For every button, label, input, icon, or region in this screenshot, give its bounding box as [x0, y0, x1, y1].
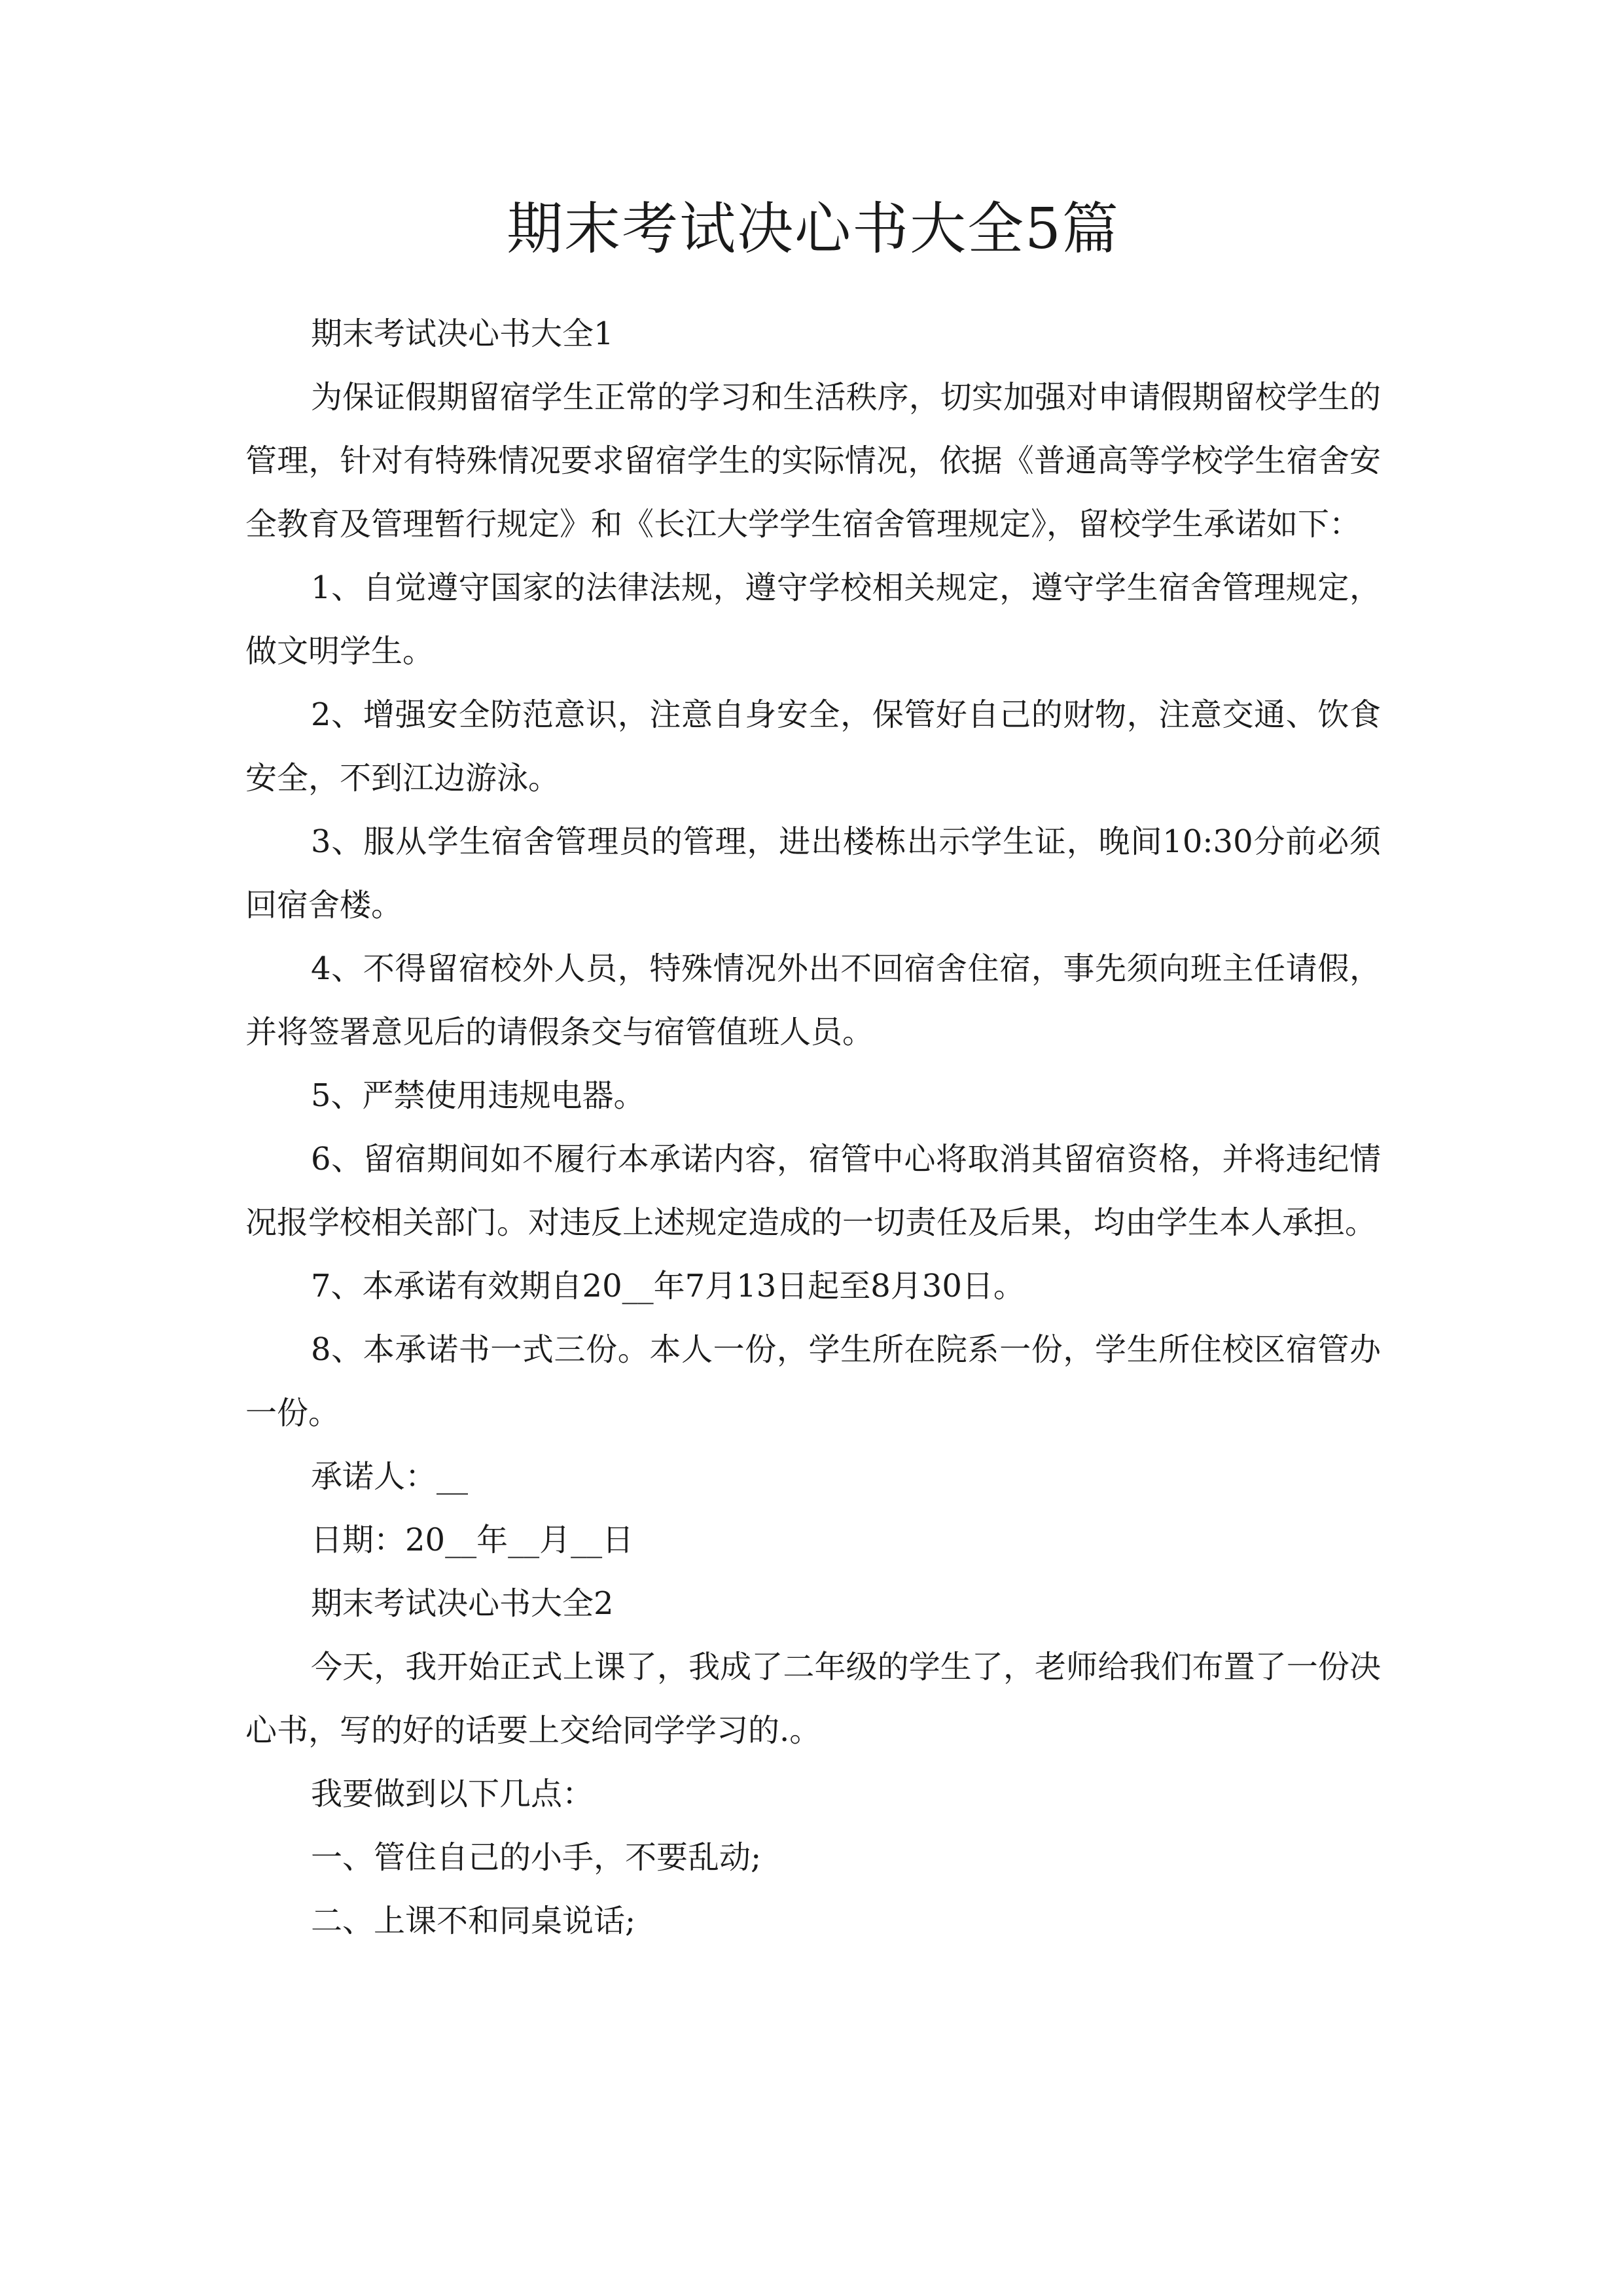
- paragraph: 今天，我开始正式上课了，我成了二年级的学生了，老师给我们布置了一份决心书，写的好的话要上交给同学学习的.。: [245, 1649, 1381, 1749]
- paragraph: 1、自觉遵守国家的法律法规，遵守学校相关规定，遵守学生宿舍管理规定，做文明学生。: [245, 569, 1381, 670]
- paragraph: 8、本承诺书一式三份。本人一份，学生所在院系一份，学生所住校区宿管办一份。: [245, 1331, 1381, 1431]
- section-heading-1: 期末考试决心书大全1: [311, 315, 614, 352]
- paragraph: 4、不得留宿校外人员，特殊情况外出不回宿舍住宿，事先须向班主任请假，并将签署意见后的请假条交与宿管值班人员。: [245, 950, 1381, 1050]
- paragraph: 我要做到以下几点：: [311, 1776, 594, 1812]
- paragraph: 5、严禁使用违规电器。: [311, 1077, 645, 1114]
- document-body: [245, 302, 1381, 1953]
- paragraph: 2、增强安全防范意识，注意自身安全，保管好自己的财物，注意交通、饮食安全，不到江边游泳。: [245, 696, 1381, 797]
- paragraph: 7、本承诺有效期自20__年7月13日起至8月30日。: [311, 1268, 1025, 1304]
- paragraph: 二、上课不和同桌说话;: [311, 1903, 636, 1939]
- paragraph: 为保证假期留宿学生正常的学习和生活秩序，切实加强对申请假期留校学生的管理，针对有特殊情况要求留宿学生的实际情况，依据《普通高等学校学生宿舍安全教育及管理暂行规定》和《长江大学学生宿舍管理规定》，留校学生承诺如下：: [245, 379, 1381, 543]
- paragraph: 一、管住自己的小手，不要乱动;: [311, 1839, 762, 1876]
- document-title: 期末考试决心书大全5篇: [507, 196, 1120, 262]
- paragraph: 3、服从学生宿舍管理员的管理，进出楼栋出示学生证，晚间10:30分前必须回宿舍楼。: [245, 823, 1381, 924]
- paragraph: 6、留宿期间如不履行本承诺内容，宿管中心将取消其留宿资格，并将违纪情况报学校相关部门。对违反上述规定造成的一切责任及后果，均由学生本人承担。: [245, 1141, 1381, 1241]
- date-line: 日期：20__年__月__日: [311, 1522, 634, 1558]
- signature-line: 承诺人：__: [311, 1458, 469, 1495]
- section-heading-2: 期末考试决心书大全2: [311, 1585, 614, 1622]
